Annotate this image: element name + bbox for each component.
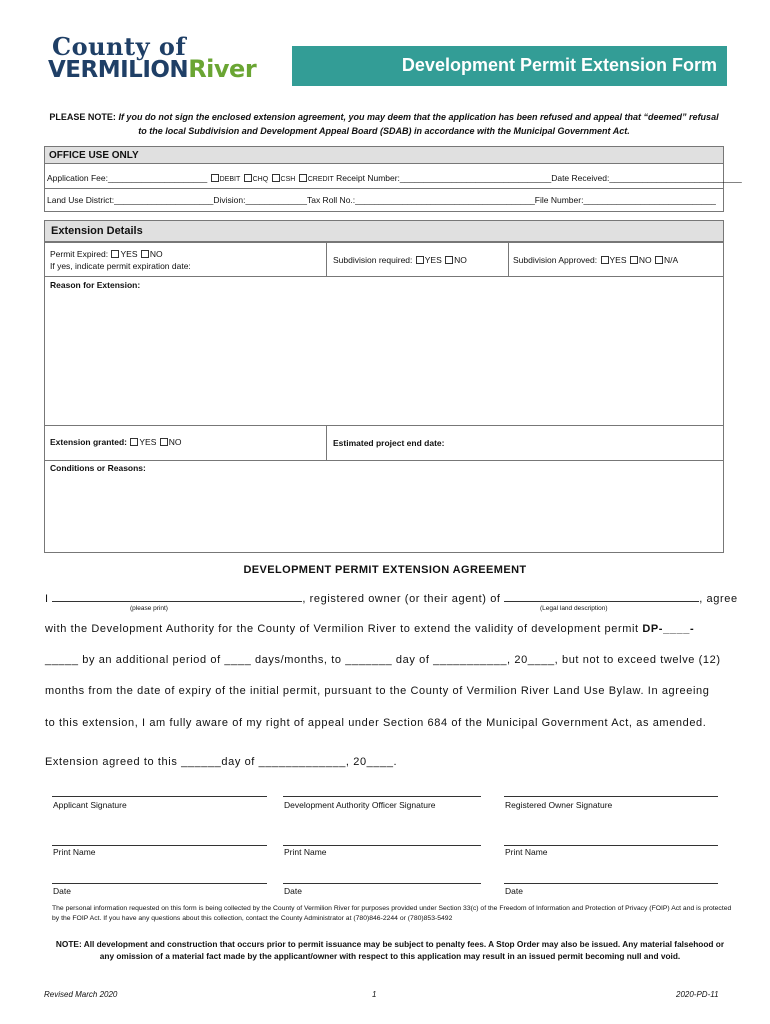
subdivision-approved-label: Subdivision Approved: (513, 255, 598, 265)
officer-print-name-line[interactable] (283, 845, 481, 846)
file-number-field[interactable]: ____________________________ (583, 195, 716, 205)
please-note-text: If you do not sign the enclosed extension agreement, you may deem that the application has been refused and appeal that “deemed” refusal to the local Subdivision and Development Appeal Board (SDAB) in accordance with the Municipal Government Act. (115, 112, 719, 136)
page-number: 1 (372, 990, 377, 999)
extension-granted-no-checkbox[interactable] (160, 438, 168, 446)
subdivision-required-label: Subdivision required: (333, 255, 413, 265)
penalty-note: NOTE: All development and construction that occurs prior to permit issuance may be subject to penalty fees. A Stop Order may also be issued. Any material falsehood or any omission of a material fact made by the applicant/owner with respect to this application may result in an issued permit becoming null and void. (55, 939, 725, 961)
agreement-registered-owner-text: , registered owner (or their agent) of (302, 593, 501, 605)
tax-roll-field[interactable]: ______________________________________ (355, 195, 535, 205)
legal-land-label: (Legal land description) (540, 605, 608, 612)
extension-granted-yes-checkbox[interactable] (130, 438, 138, 446)
file-number-label: File Number: (534, 195, 584, 205)
csh-checkbox[interactable] (272, 174, 280, 182)
extension-granted-no-label: NO (168, 437, 182, 447)
form-title: Development Permit Extension Form (292, 46, 727, 86)
permit-expired-yes-label: YES (120, 249, 138, 259)
logo-river-word: River (188, 55, 257, 83)
please-note (48, 110, 720, 138)
extension-details-heading: Extension Details (44, 220, 724, 242)
permit-expired-no-label: NO (149, 249, 163, 259)
date-received-label: Date Received: (551, 173, 610, 183)
applicant-date-line[interactable] (52, 883, 267, 884)
applicant-name-field[interactable] (52, 592, 302, 602)
officer-signature-line[interactable] (283, 796, 481, 797)
subdivision-approved-yes-checkbox[interactable] (601, 256, 609, 264)
subdivision-approved-na-label: N/A (664, 255, 679, 265)
agreement-i: I (45, 593, 49, 605)
subdivision-approved-no-checkbox[interactable] (630, 256, 638, 264)
owner-print-name-line[interactable] (504, 845, 718, 846)
subdivision-approved-na-checkbox[interactable] (655, 256, 663, 264)
extension-granted-yes-label: YES (139, 437, 157, 447)
legal-land-field[interactable] (504, 592, 699, 602)
privacy-statement: The personal information requested on this form is being collected by the County of Vermilion River for purposes provided under Section 33(c) of the Freedom of Information and Protection of Privacy (FOIP) Act and is protected by the FOIP Act. If you have any questions about this collection, contact the County Administrator at (780)846-2244 or (780)853-5492 (52, 905, 732, 922)
reason-for-extension-field[interactable] (46, 292, 722, 422)
permit-expired-no-checkbox[interactable] (141, 250, 149, 258)
tax-roll-label: Tax Roll No.: (306, 195, 356, 205)
revised-date: Revised March 2020 (44, 990, 118, 999)
subdivision-approved-yes-label: YES (609, 255, 627, 265)
officer-print-name-label: Print Name (284, 847, 327, 857)
office-use-heading: OFFICE USE ONLY (44, 146, 724, 164)
debit-label: DEBIT (219, 176, 241, 183)
dp-number-field[interactable]: DP-____- (642, 623, 695, 635)
agreement-title: DEVELOPMENT PERMIT EXTENSION AGREEMENT (243, 564, 527, 576)
office-row-2 (47, 195, 716, 205)
agreement-line-1 (45, 592, 738, 605)
credit-label: CREDIT (307, 176, 334, 183)
owner-date-line[interactable] (504, 883, 718, 884)
division-field[interactable]: _____________ (245, 195, 307, 205)
date-received-field[interactable]: ____________________________ (609, 173, 742, 183)
applicant-signature-line[interactable] (52, 796, 267, 797)
agreement-line-3: _____ by an additional period of ____ days/months, to _______ day of ___________, 20____, but not to exceed twelve (12) (45, 654, 721, 666)
officer-date-line[interactable] (283, 883, 481, 884)
chq-label: CHQ (252, 176, 269, 183)
application-fee-label: Application Fee: (47, 173, 108, 183)
office-row-1 (47, 173, 742, 183)
receipt-number-label: Receipt Number: (336, 173, 400, 183)
applicant-print-name-line[interactable] (52, 845, 267, 846)
if-yes-expiration-label: If yes, indicate permit expiration date: (50, 261, 191, 271)
subdivision-required-yes-checkbox[interactable] (416, 256, 424, 264)
subdivision-approved-no-label: NO (638, 255, 652, 265)
estimated-end-date-label: Estimated project end date: (333, 438, 445, 448)
applicant-print-name-label: Print Name (53, 847, 96, 857)
officer-date-label: Date (284, 886, 302, 896)
land-use-district-field[interactable]: _____________________ (114, 195, 214, 205)
land-use-district-label: Land Use District: (47, 195, 115, 205)
subdivision-required-no-label: NO (454, 255, 467, 265)
please-note-label: PLEASE NOTE: (49, 112, 116, 122)
logo-vermilion-text (48, 55, 256, 83)
extension-granted-row (50, 437, 182, 447)
logo-county-text: County of (52, 32, 187, 61)
csh-label: CSH (280, 176, 296, 183)
applicant-signature-label: Applicant Signature (53, 800, 127, 810)
permit-expired-label: Permit Expired: (50, 249, 109, 259)
division-label: Division: (213, 195, 246, 205)
application-fee-field[interactable]: _____________________ (107, 173, 208, 183)
subdivision-required-no-checkbox[interactable] (445, 256, 453, 264)
agreement-line-6: Extension agreed to this ______day of _____________, 20____. (45, 756, 398, 768)
agreement-line-4: months from the date of expiry of the initial permit, pursuant to the County of Vermilion River Land Use Bylaw. In agreeing (45, 685, 710, 697)
please-print-label: (please print) (130, 605, 168, 612)
form-code: 2020-PD-11 (676, 990, 719, 999)
owner-signature-line[interactable] (504, 796, 718, 797)
applicant-date-label: Date (53, 886, 71, 896)
agreement-line-2 (45, 623, 694, 635)
subdivision-required-row (333, 255, 467, 265)
logo-vermilion-word: VERMILION (48, 57, 189, 83)
debit-checkbox[interactable] (211, 174, 219, 182)
agreement-line-5: to this extension, I am fully aware of my right of appeal under Section 684 of the Municipal Government Act, as amended. (45, 717, 707, 729)
permit-expired-yes-checkbox[interactable] (111, 250, 119, 258)
reason-for-extension-label: Reason for Extension: (50, 280, 141, 290)
credit-checkbox[interactable] (299, 174, 307, 182)
owner-print-name-label: Print Name (505, 847, 548, 857)
officer-signature-label: Development Authority Officer Signature (284, 800, 436, 810)
chq-checkbox[interactable] (244, 174, 252, 182)
extension-granted-label: Extension granted: (50, 437, 127, 447)
owner-date-label: Date (505, 886, 523, 896)
agreement-agree-text: , agree (699, 593, 738, 605)
agreement-line-2-text: with the Development Authority for the County of Vermilion River to extend the validity of development permit (45, 623, 639, 635)
subdivision-required-yes-label: YES (424, 255, 442, 265)
owner-signature-label: Registered Owner Signature (505, 800, 613, 810)
permit-expired-row (50, 249, 163, 259)
subdivision-approved-row (513, 255, 678, 265)
conditions-field[interactable] (46, 475, 722, 551)
conditions-label: Conditions or Reasons: (50, 463, 146, 473)
receipt-number-field[interactable]: ________________________________ (399, 173, 552, 183)
